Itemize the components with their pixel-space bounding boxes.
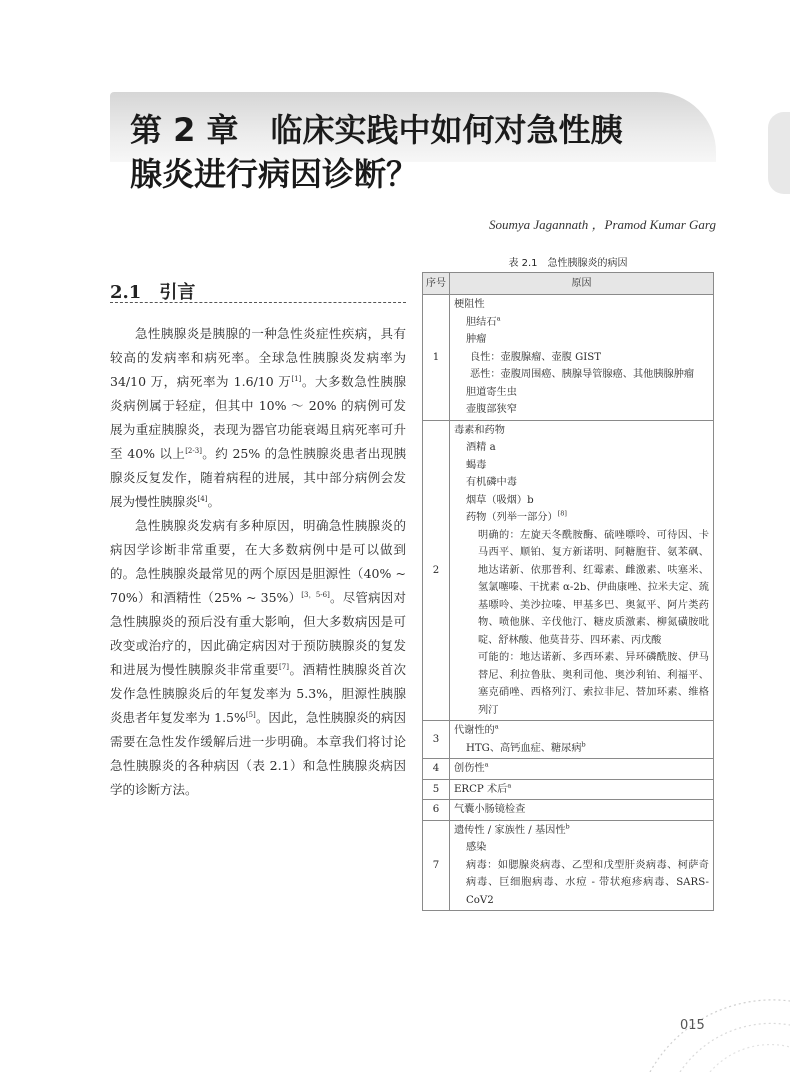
cause-subitem: 恶性：壶腹周围癌、胰腺导管腺癌、其他胰腺肿瘤 <box>470 369 695 380</box>
column-header-number: 序号 <box>423 273 450 295</box>
cause-category: 毒素和药物 <box>454 424 505 436</box>
cause-text: 创伤性 <box>454 763 485 774</box>
cause-cell <box>450 820 714 911</box>
cause-cell <box>450 295 714 421</box>
cause-subitem: 良性：壶腹腺瘤、壶腹 GIST <box>470 351 602 363</box>
table-row <box>423 759 714 780</box>
row-number: 4 <box>423 759 450 780</box>
cause-item: 胆道寄生虫 <box>466 386 517 398</box>
paragraph-text: 。约 25% 的急性胰腺炎患者出现胰腺炎反复发作，随着病程的进展，其中部分病例会发展为慢性胰腺炎 <box>110 446 407 509</box>
paragraph-1 <box>110 322 406 514</box>
cause-cell: 气囊小肠镜检查 <box>450 800 714 821</box>
table-row <box>423 820 714 911</box>
cause-item: 蝎毒 <box>466 459 487 471</box>
cause-item: 壶腹部狭窄 <box>466 404 517 415</box>
section-divider <box>110 302 406 303</box>
footnote-marker: a <box>507 781 512 790</box>
section-heading: 2.1 引言 <box>110 282 196 303</box>
paragraph-text: 。大多数急性胰腺炎病例属于轻症，但其中 10% ～ 20% 的病例可发展为重症胰腺炎，表现为器官功能衰竭且病死率可升至 40% 以上 <box>110 374 406 461</box>
cause-item: 烟草（吸烟）b <box>466 494 534 506</box>
reference-citation[interactable]: [2-3] <box>185 446 202 455</box>
paragraph-text: 急性胰腺炎是胰腺的一种急性炎症性疾病，具有较高的发病率和病死率。全球急性胰腺炎发病率为 34/10 万，病死率为 1.6/10 万 <box>110 326 406 389</box>
chapter-authors: Soumya Jagannath ，Pramod Kumar Garg <box>488 217 716 232</box>
column-header-cause: 原因 <box>450 273 714 295</box>
page-number: 015 <box>680 1018 705 1033</box>
table-row <box>423 721 714 759</box>
cause-item: 酒精 a <box>466 442 496 453</box>
cause-cell <box>450 759 714 780</box>
cause-text: ERCP 术后 <box>454 783 508 795</box>
chapter-title <box>130 108 720 196</box>
cause-cell <box>450 420 714 721</box>
row-number: 1 <box>423 295 450 421</box>
cause-item: 肿瘤 <box>466 334 487 345</box>
reference-citation: [8] <box>557 509 567 518</box>
reference-citation[interactable]: [7] <box>279 662 289 671</box>
decorative-corner-arcs <box>640 995 790 1072</box>
cause-category <box>454 722 709 740</box>
paragraph-text: 急性胰腺炎发病有多种原因，明确急性胰腺炎的病因学诊断非常重要，在大多数病例中是可以做到的。急性胰腺炎最常见的两个原因是胆源性（40% ~ 70%）和酒精性（25% ~ 35%） <box>110 518 406 605</box>
table-row <box>423 779 714 800</box>
cause-text: 遗传性 / 家族性 / 基因性 <box>454 824 566 836</box>
cause-cell <box>450 721 714 759</box>
footnote-marker: b <box>581 740 586 749</box>
footnote-marker: a <box>496 314 501 323</box>
section-body <box>110 322 406 802</box>
paragraph-text: 。因此，急性胰腺炎的病因需要在急性发作缓解后进一步明确。本章我们将讨论急性胰腺炎的各种病因（表 2.1）和急性胰腺炎病因学的诊断方法。 <box>110 710 406 797</box>
reference-citation[interactable]: [4] <box>197 494 208 503</box>
cause-category <box>454 822 709 840</box>
row-number: 2 <box>423 420 450 721</box>
footnote-marker: a <box>484 760 489 769</box>
cause-text: 药物（列举一部分） <box>466 512 558 523</box>
cause-item <box>454 509 709 527</box>
cause-text: HTG、高钙血症、糖尿病 <box>466 742 582 754</box>
cause-text: 代谢性的 <box>454 725 495 736</box>
chapter-title-line2: 腺炎进行病因诊断？ <box>130 155 419 193</box>
paragraph-text: 。尽管病因对急性胰腺炎的预后没有重大影响，但大多数病因是可改变或治疗的，因此确定病因对于预防胰腺炎的复发和进展为慢性胰腺炎非常重要 <box>110 590 406 677</box>
cause-subitem: 明确的：左旋天冬酰胺酶、硫唑嘌呤、可待因、卡马西平、顺铂、复方新诺明、阿糖胞苷、氨苯砜、地达诺新、依那普利、红霉素、雌激素、呋塞米、氢氯噻嗪、干扰素 α-2b、伊曲康唑、拉米夫定、巯基嘌呤、美沙拉嗪、甲基多巴、奥氮平、阿片类药物、喷他脒、辛伐他汀、糖皮质激素、柳氮磺胺吡啶、舒林酸、他莫昔芬、四环素、丙戊酸 <box>478 529 709 646</box>
cause-category: 梗阻性 <box>454 299 485 310</box>
cause-text: 胆结石 <box>466 316 497 328</box>
chapter-edge-tab <box>768 112 790 194</box>
paragraph-2 <box>110 514 406 802</box>
row-number: 5 <box>423 779 450 800</box>
row-number: 6 <box>423 800 450 821</box>
reference-citation[interactable]: [1] <box>291 374 302 383</box>
cause-item <box>454 740 709 758</box>
footnote-marker: b <box>565 822 570 831</box>
table-row <box>423 295 714 421</box>
causes-table <box>422 272 714 911</box>
table-header-row <box>423 273 714 295</box>
footnote-marker: a <box>494 722 499 731</box>
table-caption: 表 2.1 急性胰腺炎的病因 <box>508 258 628 269</box>
chapter-title-line1: 第 2 章 临床实践中如何对急性胰 <box>130 111 623 149</box>
table-row <box>423 420 714 721</box>
cause-subitem: 可能的：地达诺新、多西环素、异环磷酰胺、伊马替尼、利拉鲁肽、奥利司他、奥沙利铂、利福平、塞克硝唑、西格列汀、索拉非尼、替加环素、维格列汀 <box>478 652 709 716</box>
cause-item <box>454 314 709 332</box>
reference-citation[interactable]: [5] <box>245 710 256 719</box>
reference-citation[interactable]: [3，5-6] <box>301 590 330 599</box>
paragraph-text: 。 <box>207 494 220 509</box>
cause-cell <box>450 779 714 800</box>
row-number: 7 <box>423 820 450 911</box>
cause-item: 感染 <box>466 842 487 853</box>
cause-item: 有机磷中毒 <box>466 477 517 488</box>
row-number: 3 <box>423 721 450 759</box>
paragraph-text: 。酒精性胰腺炎首次发作急性胰腺炎后的年复发率为 5.3%，胆源性胰腺炎患者年复发率为 1.5% <box>110 662 406 725</box>
cause-subitem: 病毒：如腮腺炎病毒、乙型和戊型肝炎病毒、柯萨奇病毒、巨细胞病毒、水痘 - 带状疱疹病毒、SARS-CoV2 <box>466 859 709 906</box>
table-row <box>423 800 714 821</box>
